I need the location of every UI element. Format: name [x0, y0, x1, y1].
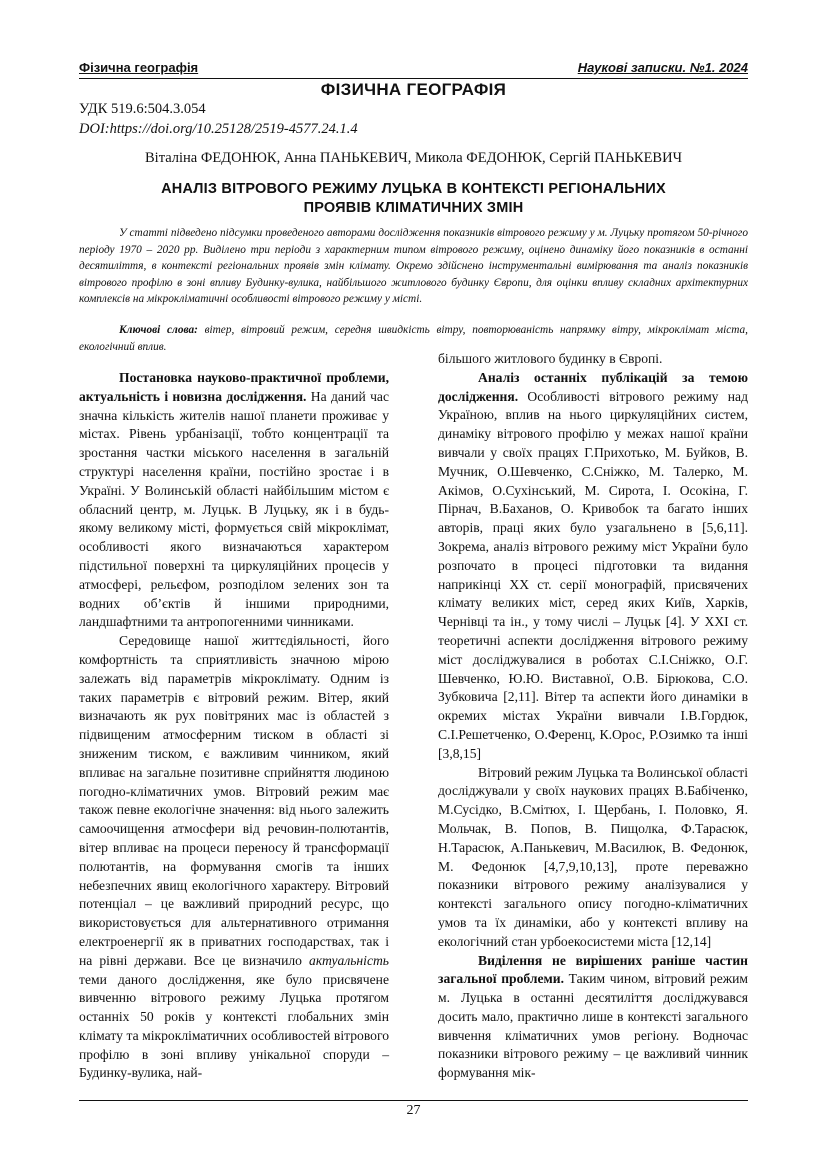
section-title: ФІЗИЧНА ГЕОГРАФІЯ	[320, 80, 507, 99]
paragraph-literature-review	[438, 369, 748, 764]
paragraph-text: Середовище нашої життєдіяльності, його комфортність та сприятливість значною мірою залежать від параметрів мікроклімату. Одним із таких параметрів є вітровий режим. Вітер, який визначають як рух повітряних мас із областей з підвищеним атмосферним тиском в області зі зниженим тиском, є важливим чинником, який впливає на загальне позитивне сприйняття людиною погодно-кліматичних умов. Вітровий режим має також певне екологічне значення: від нього залежить самоочищення атмосфери від речовин-полютантів, вітер впливає на процеси переносу й трансформації полютантів, на формування смогів та інших небезпечних явищ екологічного характеру. Вітровий потенціал – це важливий природний ресурс, що використовується для альтернативного отримання електроенергії як в приватних господарствах, так і на рівні держави. Все це визначило	[79, 633, 389, 968]
left-column	[79, 369, 389, 1083]
heading-problem-statement: Постановка науково-практичної проблеми, актуальність і новизна дослідження.	[79, 370, 389, 404]
paragraph-continuation: більшого житлового будинку в Європі.	[438, 351, 663, 366]
page-number: 27	[79, 1100, 748, 1119]
running-header	[79, 60, 748, 79]
right-column	[438, 350, 748, 1083]
heading-unsolved-problems: Виділення не вирішених раніше частин загальної проблеми.	[438, 952, 748, 987]
heading-literature-review: Аналіз останніх публікацій за темою дослідження.	[438, 369, 748, 404]
paper-title: АНАЛІЗ ВІТРОВОГО РЕЖИМУ ЛУЦЬКА В КОНТЕКСТІ РЕГІОНАЛЬНИХ ПРОЯВІВ КЛІМАТИЧНИХ ЗМІН	[161, 181, 666, 216]
paragraph-unsolved-problems	[438, 952, 748, 1084]
udc-code: УДК 519.6:504.3.054	[79, 101, 206, 117]
paragraph-text: Таким чином, вітровий режим м. Луцька в останні десятиліття досліджувався досить мало, практично лише в контексті загального вивчення кліматичних умов регіону. Водночас показники вітрового режиму – це важливий чинник формування мік-	[438, 971, 748, 1081]
paragraph-text: Особливості вітрового режиму над Україною, вплив на нього циркуляційних систем, динаміку вітрового профілю у межах нашої країни вивчали у своїх працях Г.Прихотько, М. Буйков, В. Мучник, О.Шевченко, С.Сніжко, М. Талерко, М. Акімов, О.Сухінський, М. Сирота, І. Осокіна, Г. Пірнач, В.Баханов, О. Кривобок та багато інших авторів, праці яких було узагальнено в [5,6,11]. Зокрема, аналіз вітрового режиму міст України було розпочато в процесі підготовки та видання наприкінці ХХ ст. серії монографій, присвячених клімату великих міст, серед яких Київ, Харків, Чернівці та ін., у тому числі – Луцьк [4]. У ХХІ ст. теоретичні аспекти дослідження вітрового режиму міст досліджувалися в роботах С.І.Сніжко, О.Г. Шевченко, Ю.Ю. Виставної, О.В. Бірюкова, С.О. Зубковича [2,11]. Вітер та аспекти його динаміки в окремих містах України вивчали І.В.Гордюк, С.І.Решетченко, О.Ференц, К.Орос, Р.Озимко та інші [3,8,15]	[438, 388, 748, 761]
paragraph-regional-studies: Вітровий режим Луцька та Волинської області досліджували у своїх наукових працях В.Бабіченко, М.Сусідко, В.Смітюх, І. Щербань, І. Половко, Я. Мольчак, В. Попов, В. Пищолка, Ф.Тарасюк, Н.Тарасюк, А.Панькевич, М.Василюк, В. Федонюк, М. Федонюк [4,7,9,10,13], проте переважно показники вітрового режиму аналізувалися у контексті загального опису погодно-кліматичних умов та їх динаміки, або у контексті впливу на екологічний стан урбоекосистеми міста [12,14]	[438, 764, 749, 949]
authors-line: Віталіна ФЕДОНЮК, Анна ПАНЬКЕВИЧ, Микола ФЕДОНЮК, Сергій ПАНЬКЕВИЧ	[145, 150, 682, 166]
paragraph-text: теми даного дослідження, яке було присвячене вивченню вітрового режиму Луцька протягом останніх 50 років у контексті глобальних змін клімату та мікрокліматичних особливостей вітрового профілю в зоні впливу унікальної споруди – Будинку-вулика, най-	[79, 971, 389, 1081]
doi-link[interactable]: DOI:https://doi.org/10.25128/2519-4577.24.1.4	[79, 121, 358, 137]
journal-section-label: Фізична географія	[79, 60, 199, 75]
keywords-text: вітер, вітровий режим, середня швидкість вітру, повторюваність напрямку вітру, мікроклімат міста, екологічний вплив.	[79, 324, 748, 353]
paragraph-problem-statement	[79, 369, 389, 632]
journal-issue-label: Наукові записки. №1. 2024	[577, 60, 748, 75]
keywords-label: Ключові слова:	[119, 324, 198, 336]
paragraph-relevance	[79, 632, 389, 1083]
paragraph-text: На даний час значна кількість жителів нашої планети проживає у містах. Рівень урбанізації, тобто концентрації та зростання частки міського населення в загальній структурі населення країни, постійно зростає і в Україні. У Волинській області найбільшим містом є обласний центр, м. Луцьк. В Луцьку, як і в будь-якому великому місті, формується свій мікроклімат, особливості якого визначаються характером підстильної поверхні та циркуляційних процесів у атмосфері, рельєфом, розподілом зелених зон та водних об’єктів й іншими природними, ландшафтними та антропогенними чинниками.	[79, 388, 389, 630]
emphasis-relevance: актуальність	[309, 952, 389, 968]
abstract: У статті підведено підсумки проведеного авторами дослідження показників вітрового режиму у м. Луцьку протягом 50-річного періоду 1970 – 2020 рр. Виділено три періоди з характерним типом вітрового режиму, оцінено динаміку його показників в останні десятиліття, в контексті регіональних проявів змін клімату. Окремо здійснено інструментальні вимірювання та аналіз показників вітрового профілю в зоні впливу Будинку-вулика, найбільшого житлового будинку Європи, для оцінки впливу складних архітектурних комплексів на мікрокліматичні особливості вітрового режиму у місті.	[79, 227, 748, 305]
